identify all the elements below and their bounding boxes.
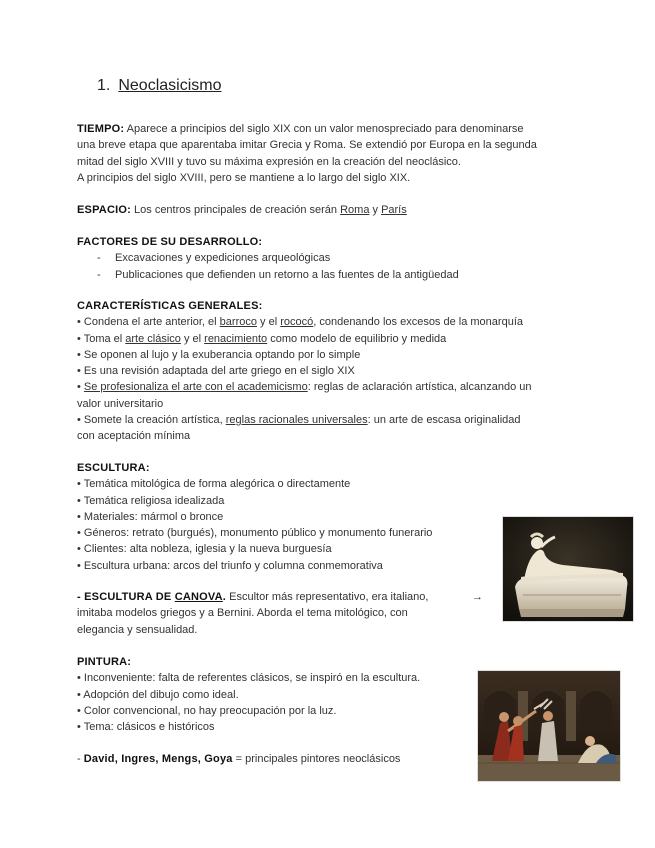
list-item: • Somete la creación artística, reglas racionales universales: un arte de escasa originalidad [77,414,521,427]
espacio-conj: y [369,204,382,216]
list-item: - Publicaciones que defienden un retorno a las fuentes de la antigüedad [77,267,597,283]
list-item: • Clientes: alta nobleza, iglesia y la nueva burguesía [77,543,332,556]
arrow-icon: → [472,591,483,603]
section-title [97,77,221,95]
pintura-label: PINTURA: [77,656,132,668]
canova-line: elegancia y sensualidad. [77,623,198,636]
espacio-paragraph [77,202,407,218]
factores-section [77,234,597,283]
tiempo-line: Aparece a principios del siglo XIX con un valor menospreciado para denominarse [124,123,524,135]
canova-line: imitaba modelos griegos y a Bernini. Aborda el tema mitológico, con [77,607,408,620]
link-paris: París [381,204,407,216]
espacio-label: ESPACIO: [77,204,131,216]
canova-name: CANOVA [174,591,223,603]
espacio-text: Los centros principales de creación serán [130,204,341,216]
list-item: • Toma el arte clásico y el renacimiento como modelo de equilibrio y medida [77,332,447,345]
section-number: 1. [97,77,111,94]
tiempo-paragraph [77,121,597,186]
list-item: • Se profesionaliza el arte con el academicismo: reglas de aclaración artística, alcanzando un [77,381,532,394]
term-renacimiento: renacimiento [204,332,268,345]
factores-list [77,250,597,283]
tiempo-line: una breve etapa que aparentaba imitar Grecia y Roma. Se extendió por Europa en la segunda [77,139,537,152]
factores-label: FACTORES DE SU DESARROLLO: [77,236,263,248]
list-item: • Es una revisión adaptada del arte griego en el siglo XIX [77,365,355,378]
list-item: - Excavaciones y expediciones arqueológicas [77,250,597,266]
caracteristicas-label: CARACTERÍSTICAS GENERALES: [77,300,263,312]
tiempo-line: A principios del siglo XVIII, pero se mantiene a lo largo del siglo XIX. [77,171,411,184]
list-item: • Se oponen al lujo y la exuberancia optando por lo simple [77,348,361,361]
list-item: • Condena el arte anterior, el barroco y el rococó, condenando los excesos de la monarquía [77,316,523,329]
pintura-section [77,654,477,768]
term-barroco: barroco [219,316,257,329]
section-title-text: Neoclasicismo [118,77,222,94]
escultura-label: ESCULTURA: [77,462,150,474]
canova-line: Escultor más representativo, era italiano, [226,591,429,603]
escultura-section [77,460,497,574]
list-item: • Géneros: retrato (burgués), monumento público y monumento funerario [77,527,433,540]
tiempo-label: TIEMPO: [77,123,125,135]
list-item: • Temática mitológica de forma alegórica o directamente [77,478,351,491]
list-item: • Adopción del dibujo como ideal. [77,688,239,701]
link-roma: Roma [340,204,370,216]
list-item: • Color convencional, no hay preocupación por la luz. [77,704,337,717]
list-item-continuation: valor universitario [77,397,164,410]
term-reglas-racionales: reglas racionales universales [225,414,368,427]
list-item: • Materiales: mármol o bronce [77,510,224,523]
canova-paragraph [77,589,497,638]
term-arte-clasico: arte clásico [125,332,181,345]
term-rococo: rococó [280,316,314,329]
canova-sculpture-image [502,516,634,622]
list-item-continuation: con aceptación mínima [77,430,191,443]
painters-line: - David, Ingres, Mengs, Goya = principales pintores neoclásicos [77,753,401,766]
list-item: • Escultura urbana: arcos del triunfo y columna conmemorativa [77,559,383,572]
canova-lead: - ESCULTURA DE [77,591,175,603]
caracteristicas-section [77,298,597,445]
neoclassical-painting-image [477,670,621,782]
list-item: • Tema: clásicos e históricos [77,721,215,734]
term-academicismo: Se profesionaliza el arte con el academicismo [83,381,308,394]
tiempo-line: mitad del siglo XVIII y tuvo su máxima expresión en la creación del neoclásico. [77,155,461,168]
list-item: • Temática religiosa idealizada [77,494,225,507]
painters-names: David, Ingres, Mengs, Goya [83,753,233,766]
list-item: • Inconveniente: falta de referentes clásicos, se inspiró en la escultura. [77,672,421,685]
canova-dot: . [222,591,227,603]
